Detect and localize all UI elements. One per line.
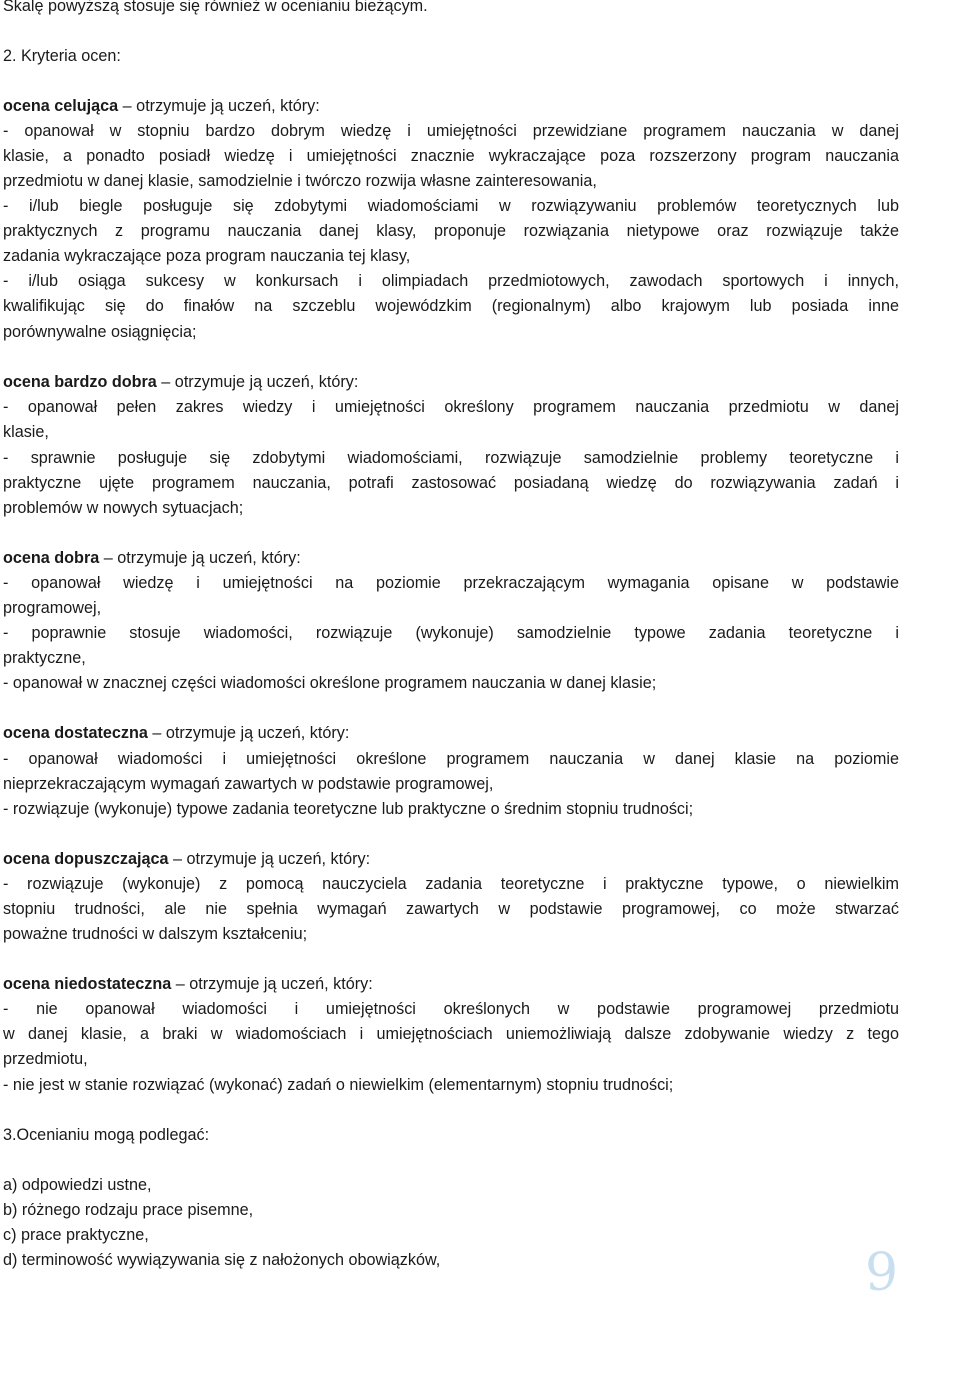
- grade-line: przedmiotu,: [3, 1050, 88, 1068]
- grade-line: klasie,: [3, 423, 49, 441]
- grade-line: praktyczne,: [3, 649, 86, 667]
- grade-name: ocena dobra: [3, 549, 100, 567]
- grade-heading: [3, 548, 301, 568]
- grade-line: nieprzekraczającym wymagań zawartych w podstawie programowej,: [3, 775, 494, 793]
- intro-text: Skalę powyższą stosuje się również w ocenianiu bieżącym.: [3, 0, 428, 15]
- grade-suffix: – otrzymuje ją uczeń, który:: [171, 975, 373, 993]
- grade-line: poważne trudności w dalszym kształceniu;: [3, 925, 308, 943]
- grade-line: - nie opanował wiadomości i umiejętności określonych w podstawie programowej przedmiotu: [3, 1000, 899, 1018]
- grade-line: praktyczne ujęte programem nauczania, potrafi zastosować posiadaną wiedzę do rozwiązywania zadań i: [3, 474, 899, 492]
- grade-heading: [3, 723, 349, 743]
- grade-line: stopniu trudności, ale nie spełnia wymagań zawartych w podstawie programowej, co może stwarzać: [3, 900, 899, 918]
- grade-suffix: – otrzymuje ją uczeń, który:: [147, 724, 350, 742]
- grade-heading: [3, 974, 373, 994]
- grade-heading: [3, 849, 370, 869]
- grade-name: ocena celująca: [3, 97, 119, 115]
- list-item: c) prace praktyczne,: [3, 1226, 149, 1244]
- grade-line: klasie, a ponadto posiadł wiedzę i umiejętności znacznie wykraczające poza rozszerzony program nauczania: [3, 147, 899, 165]
- grade-line: - rozwiązuje (wykonuje) typowe zadania teoretyczne lub praktyczne o średnim stopniu trudności;: [3, 800, 694, 818]
- grade-name: ocena dostateczna: [3, 724, 148, 742]
- grade-line: problemów w nowych sytuacjach;: [3, 499, 244, 517]
- grade-line: porównywalne osiągnięcia;: [3, 323, 197, 341]
- list-item: b) różnego rodzaju prace pisemne,: [3, 1201, 254, 1219]
- grade-heading: [3, 372, 358, 392]
- grade-suffix: – otrzymuje ją uczeń, który:: [168, 850, 371, 868]
- grade-suffix: – otrzymuje ją uczeń, który:: [118, 97, 320, 115]
- grade-line: w danej klasie, a braki w wiadomościach i umiejętnościach uniemożliwiają dalsze zdobywanie wiedzy z tego: [3, 1025, 899, 1043]
- section-2-heading: 2. Kryteria ocen:: [3, 47, 121, 65]
- grade-heading: [3, 96, 320, 116]
- list-item: a) odpowiedzi ustne,: [3, 1176, 152, 1194]
- grade-line: - poprawnie stosuje wiadomości, rozwiązuje (wykonuje) samodzielnie typowe zadania teoretyczne i: [3, 624, 899, 642]
- grade-line: - opanował wiedzę i umiejętności na poziomie przekraczającym wymagania opisane w podstawie: [3, 574, 899, 592]
- grade-line: programowej,: [3, 599, 102, 617]
- grade-line: zadania wykraczające poza program nauczania tej klasy,: [3, 247, 411, 265]
- grade-suffix: – otrzymuje ją uczeń, który:: [99, 549, 301, 567]
- grade-line: - opanował w znacznej części wiadomości określone programem nauczania w danej klasie;: [3, 674, 657, 692]
- grade-line: - nie jest w stanie rozwiązać (wykonać) zadań o niewielkim (elementarnym) stopniu trudności;: [3, 1076, 674, 1094]
- grade-line: - opanował pełen zakres wiedzy i umiejętności określony programem nauczania przedmiotu w danej: [3, 398, 899, 416]
- grade-suffix: – otrzymuje ją uczeń, który:: [156, 373, 359, 391]
- page-number: 9: [865, 1243, 899, 1303]
- list-item: d) terminowość wywiązywania się z nałożonych obowiązków,: [3, 1251, 441, 1269]
- grade-line: - opanował w stopniu bardzo dobrym wiedzę i umiejętności przewidziane programem nauczania w danej: [3, 122, 899, 140]
- grade-line: - opanował wiadomości i umiejętności określone programem nauczania w danej klasie na poziomie: [3, 750, 899, 768]
- grade-name: ocena dopuszczająca: [3, 850, 169, 868]
- grade-line: przedmiotu w danej klasie, samodzielnie i twórczo rozwija własne zainteresowania,: [3, 172, 597, 190]
- grade-line: kwalifikując się do finałów na szczeblu wojewódzkim (regionalnym) albo krajowym lub posiada inne: [3, 297, 899, 315]
- grade-name: ocena niedostateczna: [3, 975, 172, 993]
- grade-line: - sprawnie posługuje się zdobytymi wiadomościami, rozwiązuje samodzielnie problemy teoretyczne i: [3, 449, 899, 467]
- grade-line: - i/lub biegle posługuje się zdobytymi wiadomościami w rozwiązywaniu problemów teoretycznych lub: [3, 197, 899, 215]
- grade-line: - rozwiązuje (wykonuje) z pomocą nauczyciela zadania teoretyczne i praktyczne typowe, o niewielkim: [3, 875, 899, 893]
- grade-line: - i/lub osiąga sukcesy w konkursach i olimpiadach przedmiotowych, zawodach sportowych i innych,: [3, 272, 899, 290]
- section-3-heading: 3.Ocenianiu mogą podlegać:: [3, 1126, 210, 1144]
- grade-name: ocena bardzo dobra: [3, 373, 157, 391]
- grade-line: praktycznych z programu nauczania danej klasy, proponuje rozwiązania nietypowe oraz rozwiązuje także: [3, 222, 899, 240]
